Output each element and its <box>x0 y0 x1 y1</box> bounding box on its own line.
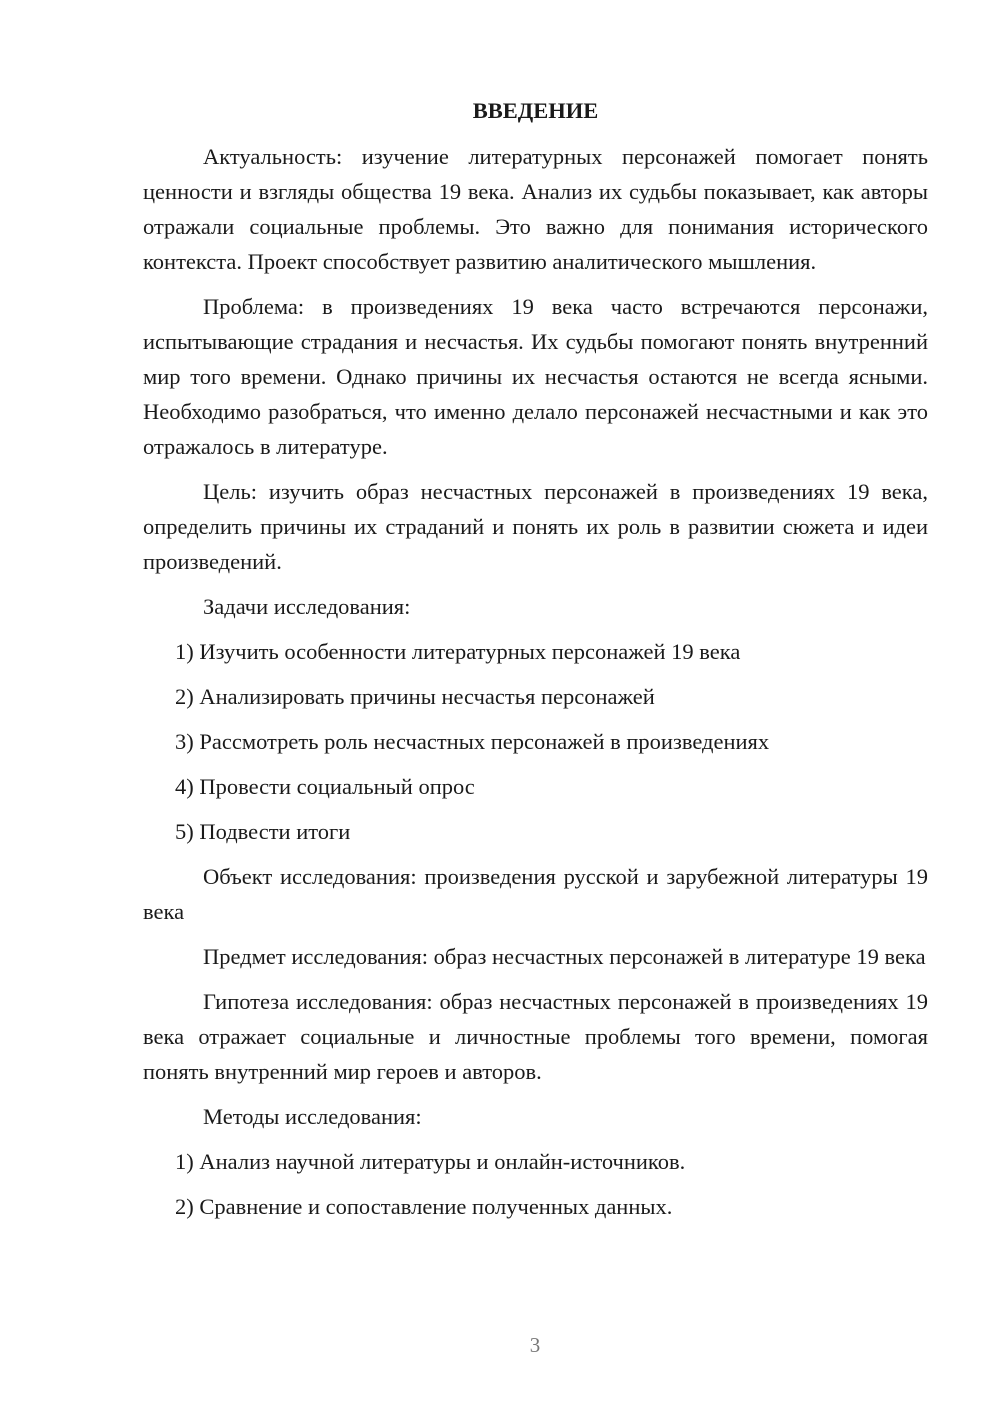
hypothesis-paragraph: Гипотеза исследования: образ несчастных персонажей в произведениях 19 века отражает социальные и личностные проблемы того времени, помогая понять внутренний мир героев и авторов. <box>143 989 928 1084</box>
goal-paragraph: Цель: изучить образ несчастных персонажей в произведениях 19 века, определить причины их страданий и понять их роль в развитии сюжета и идеи произведений. <box>143 479 928 574</box>
list-item: 3) Рассмотреть роль несчастных персонажей в произведениях <box>175 729 770 754</box>
section-title: ВВЕДЕНИЕ <box>472 98 599 123</box>
problem-paragraph: Проблема: в произведениях 19 века часто встречаются персонажи, испытывающие страдания и несчастья. Их судьбы помогают понять внутренний мир того времени. Однако причины их несчастья остаются не всегда ясными. Необходимо разобраться, что именно делало персонажей несчастными и как это отражалось в литературе. <box>143 294 928 459</box>
list-item: 1) Анализ научной литературы и онлайн-источников. <box>175 1149 686 1174</box>
tasks-heading: Задачи исследования: <box>203 594 411 619</box>
list-item: 2) Анализировать причины несчастья персонажей <box>175 684 655 709</box>
relevance-paragraph: Актуальность: изучение литературных персонажей помогает понять ценности и взгляды общества 19 века. Анализ их судьбы показывает, как авторы отражали социальные проблемы. Это важно для понимания исторического контекста. Проект способствует развитию аналитического мышления. <box>143 144 928 274</box>
list-item: 5) Подвести итоги <box>175 819 351 844</box>
tasks-list <box>143 634 928 849</box>
methods-heading: Методы исследования: <box>203 1104 422 1129</box>
list-item: 4) Провести социальный опрос <box>175 774 475 799</box>
object-paragraph: Объект исследования: произведения русской и зарубежной литературы 19 века <box>143 864 928 924</box>
document-page <box>143 95 928 1234</box>
subject-paragraph: Предмет исследования: образ несчастных персонажей в литературе 19 века <box>203 944 926 969</box>
list-item: 2) Сравнение и сопоставление полученных данных. <box>175 1194 673 1219</box>
page-number: 3 <box>529 1333 541 1357</box>
list-item: 1) Изучить особенности литературных персонажей 19 века <box>175 639 741 664</box>
methods-list <box>143 1144 928 1224</box>
